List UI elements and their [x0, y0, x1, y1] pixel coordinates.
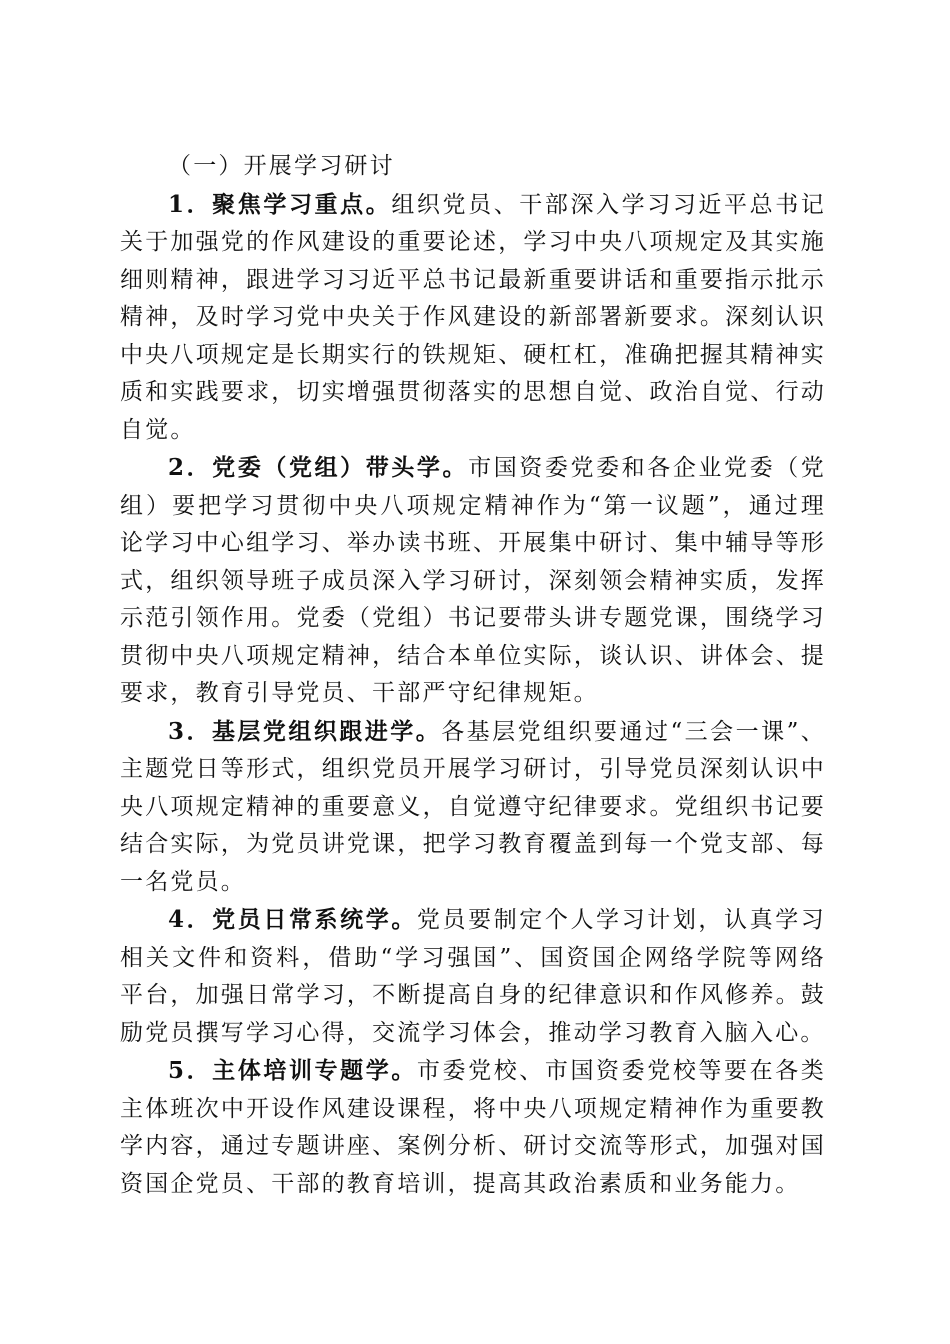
paragraph-5-lead: 5．主体培训专题学。	[168, 1057, 417, 1084]
paragraph-3-lead: 3．基层党组织跟进学。	[168, 717, 442, 745]
paragraph-1	[120, 186, 826, 450]
paragraph-3	[120, 713, 826, 902]
paragraph-2	[120, 449, 826, 713]
paragraph-5	[120, 1052, 826, 1203]
paragraph-4-body: 党员要制定个人学习计划，认真学习相关文件和资料，借助“学习强国”、国资国企网络学院等网络平台，加强日常学习，不断提高自身的纪律意识和作风修养。鼓励党员撰写学习心得，交流学习体会，推动学习教育入脑入心。	[120, 907, 826, 1046]
paragraph-1-body: 组织党员、干部深入学习习近平总书记关于加强党的作风建设的重要论述，学习中央八项规定及其实施细则精神，跟进学习习近平总书记最新重要讲话和重要指示批示精神，及时学习党中央关于作风建设的新部署新要求。深刻认识中央八项规定是长期实行的铁规矩、硬杠杠，准确把握其精神实质和实践要求，切实增强贯彻落实的思想自觉、政治自觉、行动自觉。	[120, 191, 826, 443]
paragraph-5-body: 市委党校、市国资委党校等要在各类主体班次中开设作风建设课程，将中央八项规定精神作为重要教学内容，通过专题讲座、案例分析、研讨交流等形式，加强对国资国企党员、干部的教育培训，提高其政治素质和业务能力。	[120, 1058, 826, 1197]
document-body	[120, 148, 826, 1203]
paragraph-4-lead: 4．党员日常系统学。	[168, 906, 417, 933]
paragraph-3-body: 各基层党组织要通过“三会一课”、主题党日等形式，组织党员开展学习研讨，引导党员深刻认识中央八项规定精神的重要意义，自觉遵守纪律要求。党组织书记要结合实际，为党员讲党课，把学习教育覆盖到每一个党支部、每一名党员。	[120, 718, 826, 895]
paragraph-2-body: 市国资委党委和各企业党委（党组）要把学习贯彻中央八项规定精神作为“第一议题”，通过理论学习中心组学习、举办读书班、开展集中研讨、集中辅导等形式，组织领导班子成员深入学习研讨，深刻领会精神实质，发挥示范引领作用。党委（党组）书记要带头讲专题党课，围绕学习贯彻中央八项规定精神，结合本单位实际，谈认识、讲体会、提要求，教育引导党员、干部严守纪律规矩。	[120, 455, 826, 706]
paragraph-2-lead: 2．党委（党组）带头学。	[168, 454, 469, 481]
section-heading: （一）开展学习研讨	[168, 153, 395, 179]
paragraph-4	[120, 901, 826, 1052]
paragraph-1-lead: 1．聚焦学习重点。	[168, 190, 392, 218]
